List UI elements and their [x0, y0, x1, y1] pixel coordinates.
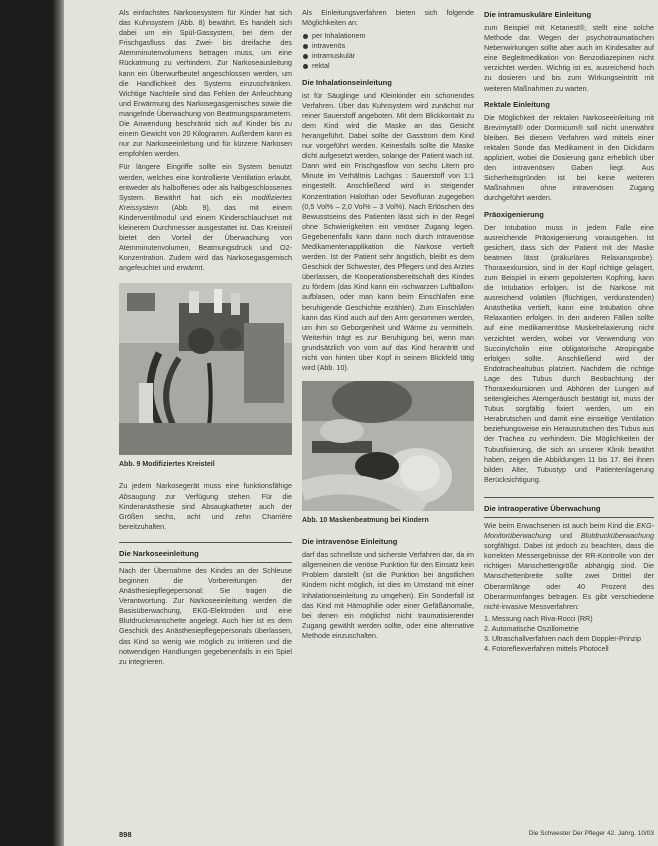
heading-intramuskulaere-einleitung: Die intramuskuläre Einleitung	[484, 10, 592, 19]
heading-narkoseeinleitung: Die Narkoseeinleitung	[119, 548, 199, 558]
figure-9-photo	[119, 283, 292, 455]
section-rule	[119, 562, 292, 563]
einleitung-bullet-list	[302, 31, 474, 71]
paragraph-rektal: Die Möglichkeit der rektalen Narkoseeinleitung mit Brevimytal® oder Dormicum® soll nicht unerwähnt bleiben. Bei diesem Verfahren wird mittels einer rektalen Sonde das Medikament in den Dickdarm appliziert, wobei die Dosierung ganz erheblich über den intravenösen Gaben liegt. Aus Sicherheitsgründen ist bei keine weiteren Maßnahmen ohne intravenösen Zugang durchgeführt werden.	[484, 112, 654, 203]
heading-rektale-einleitung: Rektale Einleitung	[484, 99, 550, 109]
paragraph-absaugung: Zu jedem Narkosegerät muss eine funktionsfähige Absaugung zur Verfügung stehen. Für die Kinderanästhesie sind Absaugkatheter auch der Größen sechs, acht und zehn Charrière bereitzuhalten.	[119, 481, 292, 531]
paragraph-einleitung: Nach der Übernahme des Kindes an der Schleuse beginnen die Vorbereitungen der Anästhesiepflegepersonal: Sie tragen die Verantwortung. Zur Narkoseeinleitung werden die Basisüberwachung, EKG-Elektroden und eine Blutdruckmanschette angelegt. Auch hier ist es dem Geschick des Anästhesiepflegepersonals überlassen, das Kind so wenig wie möglich zu irritieren und die notwendigen Handlungen gegebenenfalls in ein Spiel zu integrieren.	[119, 565, 292, 666]
section-rule	[484, 517, 654, 518]
paragraph-ueberwachung: Wie beim Erwachsenen ist auch beim Kind die EKG-Monitorüberwachung und Blutdrucküberwachung sorgfältigst. Dabei ist jedoch zu beachten, dass die korrekten Messergebnisse der RR-Kontrolle von der richtigen Manschettengröße abhängig sind. Die Manschettenbreite sollte zwei Drittel der Oberarmlänge oder 40 Prozent des Oberarmumfanges betragen. Es gibt verschiedene nicht-invasive Messverfahren:	[484, 520, 654, 611]
paragraph-kreissystem: Für längere Eingriffe sollte ein System benutzt werden, welches eine kontrollierte Ventilation erlaubt, entweder als halboffenes oder als halbgeschlossenes System. Bewährt hat sich ein modifiziertes Kreissystem (Abb. 9), das mit einem Kinderventilmodul und einem Kinderschlauchset mit kleinerem Durchmesser ausgestattet ist. Das Kreisteil bietet den Vorteil der Überwachung von Atemminutenvolumen, Beatmungsdruck und O2-Konzentration. Zudem wird das Narkosegasgemisch angefeuchtet und erwärmt.	[119, 162, 292, 273]
paragraph-intravenoes: darf das schnellste und sicherste Verfahren dar, da im allgemeinen die venöse Punktion für den Einsatz kein Problem darstellt (ist die Punktion bei ängstlichen Kindern nicht möglich, ist dies im Umstand mit einer Inhalationseinleitung zu umgehen). Ein Sonderfall ist das Kind mit Hämophilie oder einer Gefäßanomalie, bei denen ein möglichst nicht traumatisierender Zugang gewählt werden sollte, oder eine alternative Methode einzuschalten.	[302, 550, 474, 640]
heading-intravenoese-einleitung: Die intravenöse Einleitung	[302, 537, 398, 547]
bullet-item: intramuskulär	[302, 51, 474, 61]
figure-9-caption: Abb. 9 Modifiziertes Kreisteil	[119, 461, 215, 469]
section-rule	[484, 497, 654, 498]
bullet-item: intravenös	[302, 41, 474, 51]
section-rule	[119, 542, 292, 543]
mask-ventilation-image	[302, 381, 474, 511]
list-item: 4. Fotoreflexverfahren mittels Photocell	[484, 644, 609, 654]
column-1	[119, 8, 292, 667]
anesthesia-machine-image	[119, 283, 292, 455]
heading-intraoperative-ueberwachung: Die intraoperative Überwachung	[484, 503, 601, 513]
paragraph-einleitungsverfahren: Als Einleitungsverfahren bieten sich folgende Möglichkeiten an:	[302, 8, 474, 28]
messverfahren-list	[484, 614, 654, 654]
bullet-item: rektal	[302, 61, 474, 71]
column-2	[302, 8, 474, 641]
paragraph-inhalation: ist für Säuglinge und Kleinkinder ein schonendes Verfahren. Über das Kuhnsystem wird zunächst nur reiner Sauerstoff angeboten. Mit dem Blickkontakt zu dem Kind wird die Maske an das Gesicht herangeführt. Dabei sollte der Gasstrom dem Kind nur vorgeführt werden. Keinesfalls sollte die Maske dicht aufgesetzt werden, solange der Patient wach ist. Dann wird ein Frischgasflow von sechs Litern pro Minute im Verhältnis Lachgas : Sauerstoff von 1:1 eingestellt. Anschließend wird in steigender Konzentration Halothan oder Sevofluran zugegeben (0,5 Vol% – 2,0 Vol% – 3 Vol%). Nach Erlöschen des Bewusstseins des Patienten lässt sich in der Regel ohne Schwierigkeiten ein venöser Zugang legen. Gegebenenfalls kann dann noch durch intravenöse Medikamentenapplikation die Narkose vertieft werden. Ist der Patient sehr ängstlich, bleibt es dem Geschick der Schwester, des Pflegers und des Arztes überlassen, die Kooperationsbereitschaft des Kindes zu fördern (das Kind kann ein ›schwarzen Luftballon‹ aufblasen, oder man kann beim Einschlafen eine beruhigende Geschichte erzählen). Zum Einschlafen kann das Kind auch auf den Arm genommen werden, um ihm so Geborgenheit und Wärme zu vermitteln. Weiterhin trägt es zur Beruhigung bei, wenn man grundsätzlich von vorn auf das Kind herantritt und nicht von hinten über Kopf in seinem Blickfeld tätig wird (Abb. 10).	[302, 90, 474, 373]
column-3	[484, 8, 654, 654]
paragraph-kuhnsystem: Als einfachstes Narkosesystem für Kinder hat sich das Kuhnsystem (Abb. 8) bewährt. Es handelt sich dabei um ein Spül-Gassystem, bei dem der Frischgasfluss das Zwei- bis dreifache des Atemminutenvolumens betragen muss, um eine Rückatmung zu verhindern. Zur Narkoseausleitung kann ein Überwurfbeutel angeschlossen werden, um die Handlichkeit des Systems einzuschränken. Wichtige Nachteile sind das Fehlen der Anfeuchtung und Erwärmung des Narkosegasgemisches sowie die mangelnde Überwachung von Beatmungsparametern. Die Anwendung beschränkt sich auf Kinder bis zu einem Gewicht von 20 Kilogramm. Außerdem kann es nur zur Narkoseeinleitung und für kürzere Narkosen empfohlen werden.	[119, 8, 292, 159]
list-item: 1. Messung nach Riva-Rocci (RR)	[484, 613, 593, 623]
page-number: 898	[119, 830, 132, 839]
list-item: 2. Automatische Oszillometrie	[484, 623, 579, 633]
bullet-item: per Inhalationem	[302, 31, 474, 41]
heading-praeoxigenierung: Präoxigenierung	[484, 209, 544, 219]
journal-footer: Die Schwester Der Pfleger 42. Jahrg. 10/03	[528, 830, 654, 837]
heading-inhalationseinleitung: Die Inhalationseinleitung	[302, 77, 392, 87]
figure-10-photo	[302, 381, 474, 511]
figure-10-caption: Abb. 10 Maskenbeatmung bei Kindern	[302, 517, 429, 525]
paragraph-intramuskulaer: zum Beispiel mit Ketanest®, stellt eine solche Methode dar. Wegen der psychotraumatischen Nebenwirkungen sollte aber auch im Kindesalter auf eine Begleitmedikation von Benzodiazepinen nicht verzichtet werden. Wichtig ist es, ausreichend hoch zu dosieren und bis zum Wirkungseintritt mit weiteren Maßnahmen zu warten.	[484, 23, 654, 93]
list-item: 3. Ultraschallverfahren nach dem Doppler-Prinzip	[484, 633, 641, 643]
paragraph-praeoxigenierung: Der Intubation muss in jedem Falle eine ausreichende Präoxigenierung vorausgehen. Ist gesichert, dass sich der Patient mit der Maske beatmen lässt (präkurläres Relaxansprobe). Thoraxexkursion, sind in der Kopf richtige gelagert, zum Beispiel in einem gepolsterten Kopfring, kann die Intubation erfolgen. Ist die Narkose mit ausreichend volatilen (flüchtigen, verdunstenden) Anästhetika vertieft, kann eine Intubation ohne Relaxantien erfolgen. In den anderen Fällen sollte auf eine medikamentöse Muskelrelaxierung nicht verzichtet werden, wobei vor Verwendung von Succinylcholin eine obligatorische Atropingabe erfolgen sollte. Anschließend wird der Endotrachealtubus platziert. Nachdem die richtige Lage des Tubus durch Beobachtung der Thoraxexkursionen und Abhören der Lungen auf seitengleiches Atemgeräusch bestätigt ist, muss der Tubus sorgfältig fixiert werden, um ein Herabrutschen und damit eine einseitige Ventilation beziehungsweise ein Herausrutschen des Tubus aus der Trachea zu verhindern. Die Möglichkeiten der Tubusfixierung, die sich an unserer Klinik bewährt haben, zeigen die Abbildungen 11 bis 17. Bei ihnen bilden Alter, Tubustyp und Patientenlagerung Berücksichtigung.	[484, 222, 654, 484]
